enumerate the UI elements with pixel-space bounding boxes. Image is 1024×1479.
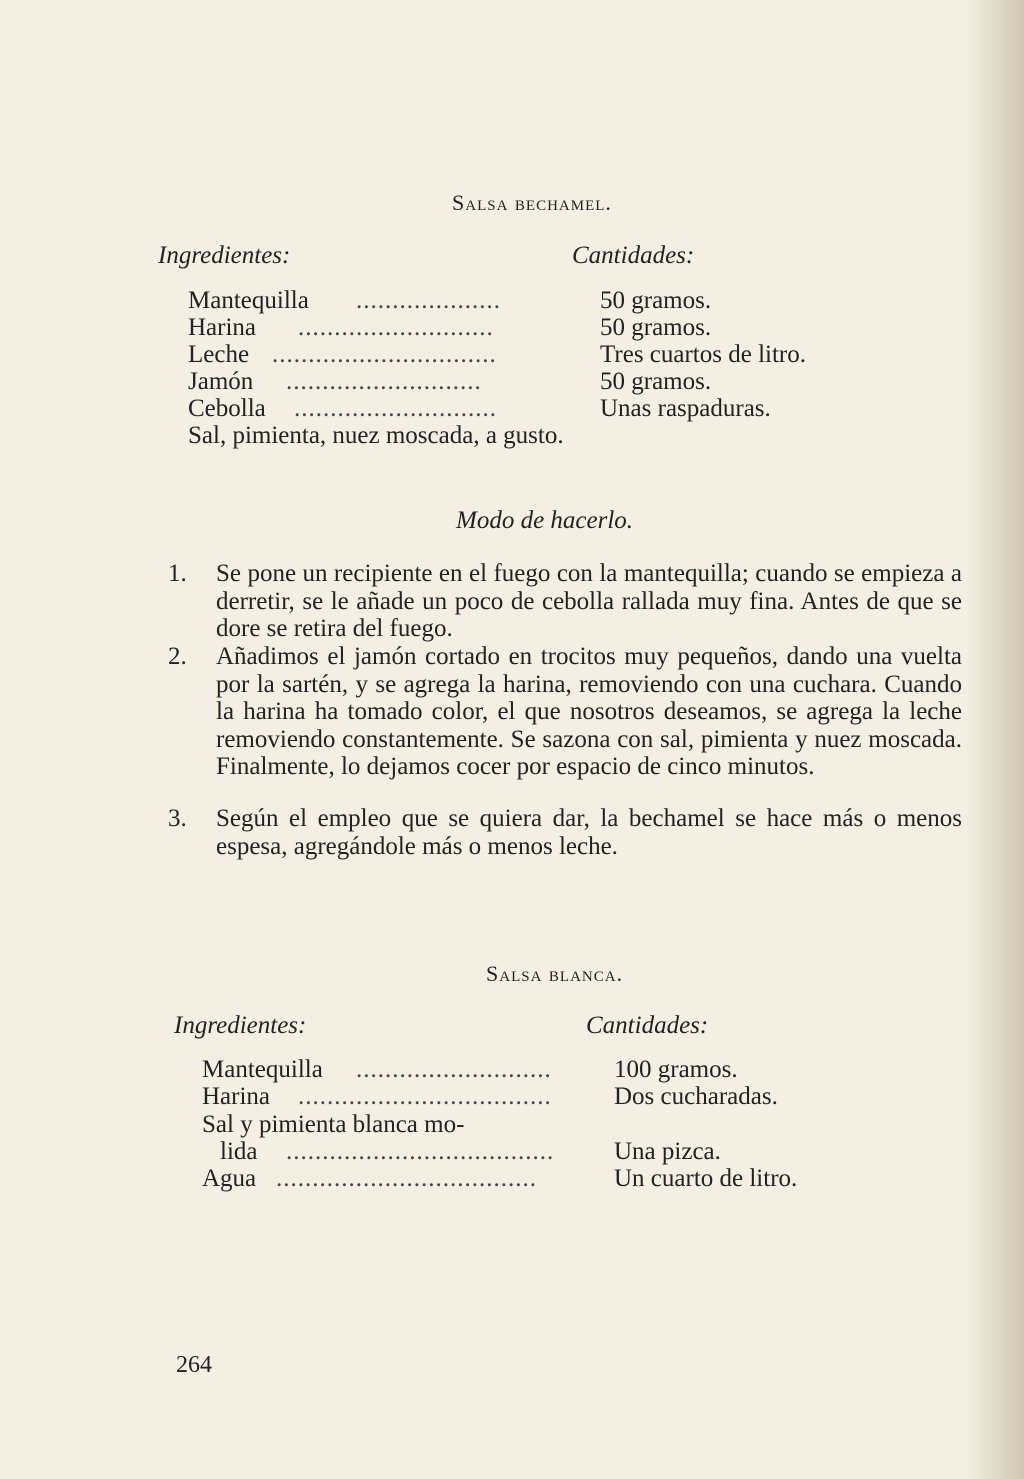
blanca-ingredients-header: Ingredientes:	[174, 1012, 307, 1039]
ingredient-quantity: Dos cucharadas.	[614, 1083, 778, 1110]
dot-leader: ....................................	[276, 1165, 537, 1192]
ingredient-quantity: 50 gramos.	[600, 287, 712, 314]
ingredient-name: Harina	[202, 1083, 271, 1110]
ingredient-quantity: Unas raspaduras.	[600, 395, 771, 422]
ingredient-name: Leche	[188, 341, 250, 368]
bechamel-quantities-header: Cantidades:	[572, 242, 695, 269]
bechamel-title: Salsa bechamel.	[452, 190, 612, 215]
page-number: 264	[176, 1352, 212, 1378]
step-text: Según el empleo que se quiera dar, la bechamel se hace más o menos espesa, agregándole más o menos leche.	[216, 805, 962, 860]
dot-leader: ....................	[356, 287, 501, 314]
ingredient-name: lida	[220, 1138, 258, 1165]
ingredient-quantity: Tres cuartos de litro.	[600, 341, 806, 368]
ingredient-name: Harina	[188, 314, 257, 341]
step-number: 2.	[168, 643, 187, 670]
ingredient-name: Cebolla	[188, 395, 266, 422]
bechamel-seasoning-line: Sal, pimienta, nuez moscada, a gusto.	[188, 422, 564, 449]
step-number: 3.	[168, 805, 187, 832]
ingredient-name: Mantequilla	[188, 287, 309, 314]
dot-leader: ...........................	[356, 1056, 552, 1083]
step-text: Se pone un recipiente en el fuego con la mantequilla; cuando se empieza a derretir, se le añade un poco de cebolla rallada muy fina. Antes de que se dore se retira del fuego.	[216, 560, 962, 642]
dot-leader: ...............................	[272, 341, 497, 368]
bechamel-method-title: Modo de hacerlo.	[456, 507, 634, 534]
ingredient-quantity: 100 gramos.	[614, 1056, 738, 1083]
blanca-quantities-header: Cantidades:	[586, 1012, 709, 1039]
ingredient-name: Sal y pimienta blanca mo-	[202, 1111, 465, 1138]
ingredient-name: Agua	[202, 1165, 257, 1192]
bechamel-ingredients-header: Ingredientes:	[158, 242, 291, 269]
ingredient-quantity: Una pizca.	[614, 1138, 721, 1165]
dot-leader: .....................................	[286, 1138, 554, 1165]
ingredient-name: Mantequilla	[202, 1056, 323, 1083]
page-edge-shadow	[966, 0, 1024, 1479]
dot-leader: ............................	[294, 395, 497, 422]
dot-leader: ...................................	[298, 1083, 552, 1110]
dot-leader: ...........................	[298, 314, 494, 341]
blanca-title: Salsa blanca.	[486, 961, 624, 986]
dot-leader: ...........................	[286, 368, 482, 395]
ingredient-quantity: Un cuarto de litro.	[614, 1165, 798, 1192]
step-number: 1.	[168, 560, 187, 587]
ingredient-quantity: 50 gramos.	[600, 314, 712, 341]
ingredient-quantity: 50 gramos.	[600, 368, 712, 395]
ingredient-name: Jamón	[188, 368, 254, 395]
step-text: Añadimos el jamón cortado en trocitos muy pequeños, dando una vuelta por la sartén, y se agrega la harina, removiendo con una cuchara. Cuando la harina ha tomado color, el que nosotros deseamos, se agrega la leche removiendo constantemente. Se sazona con sal, pimienta y nuez moscada. Finalmente, lo dejamos cocer por espacio de cinco minutos.	[216, 643, 962, 780]
